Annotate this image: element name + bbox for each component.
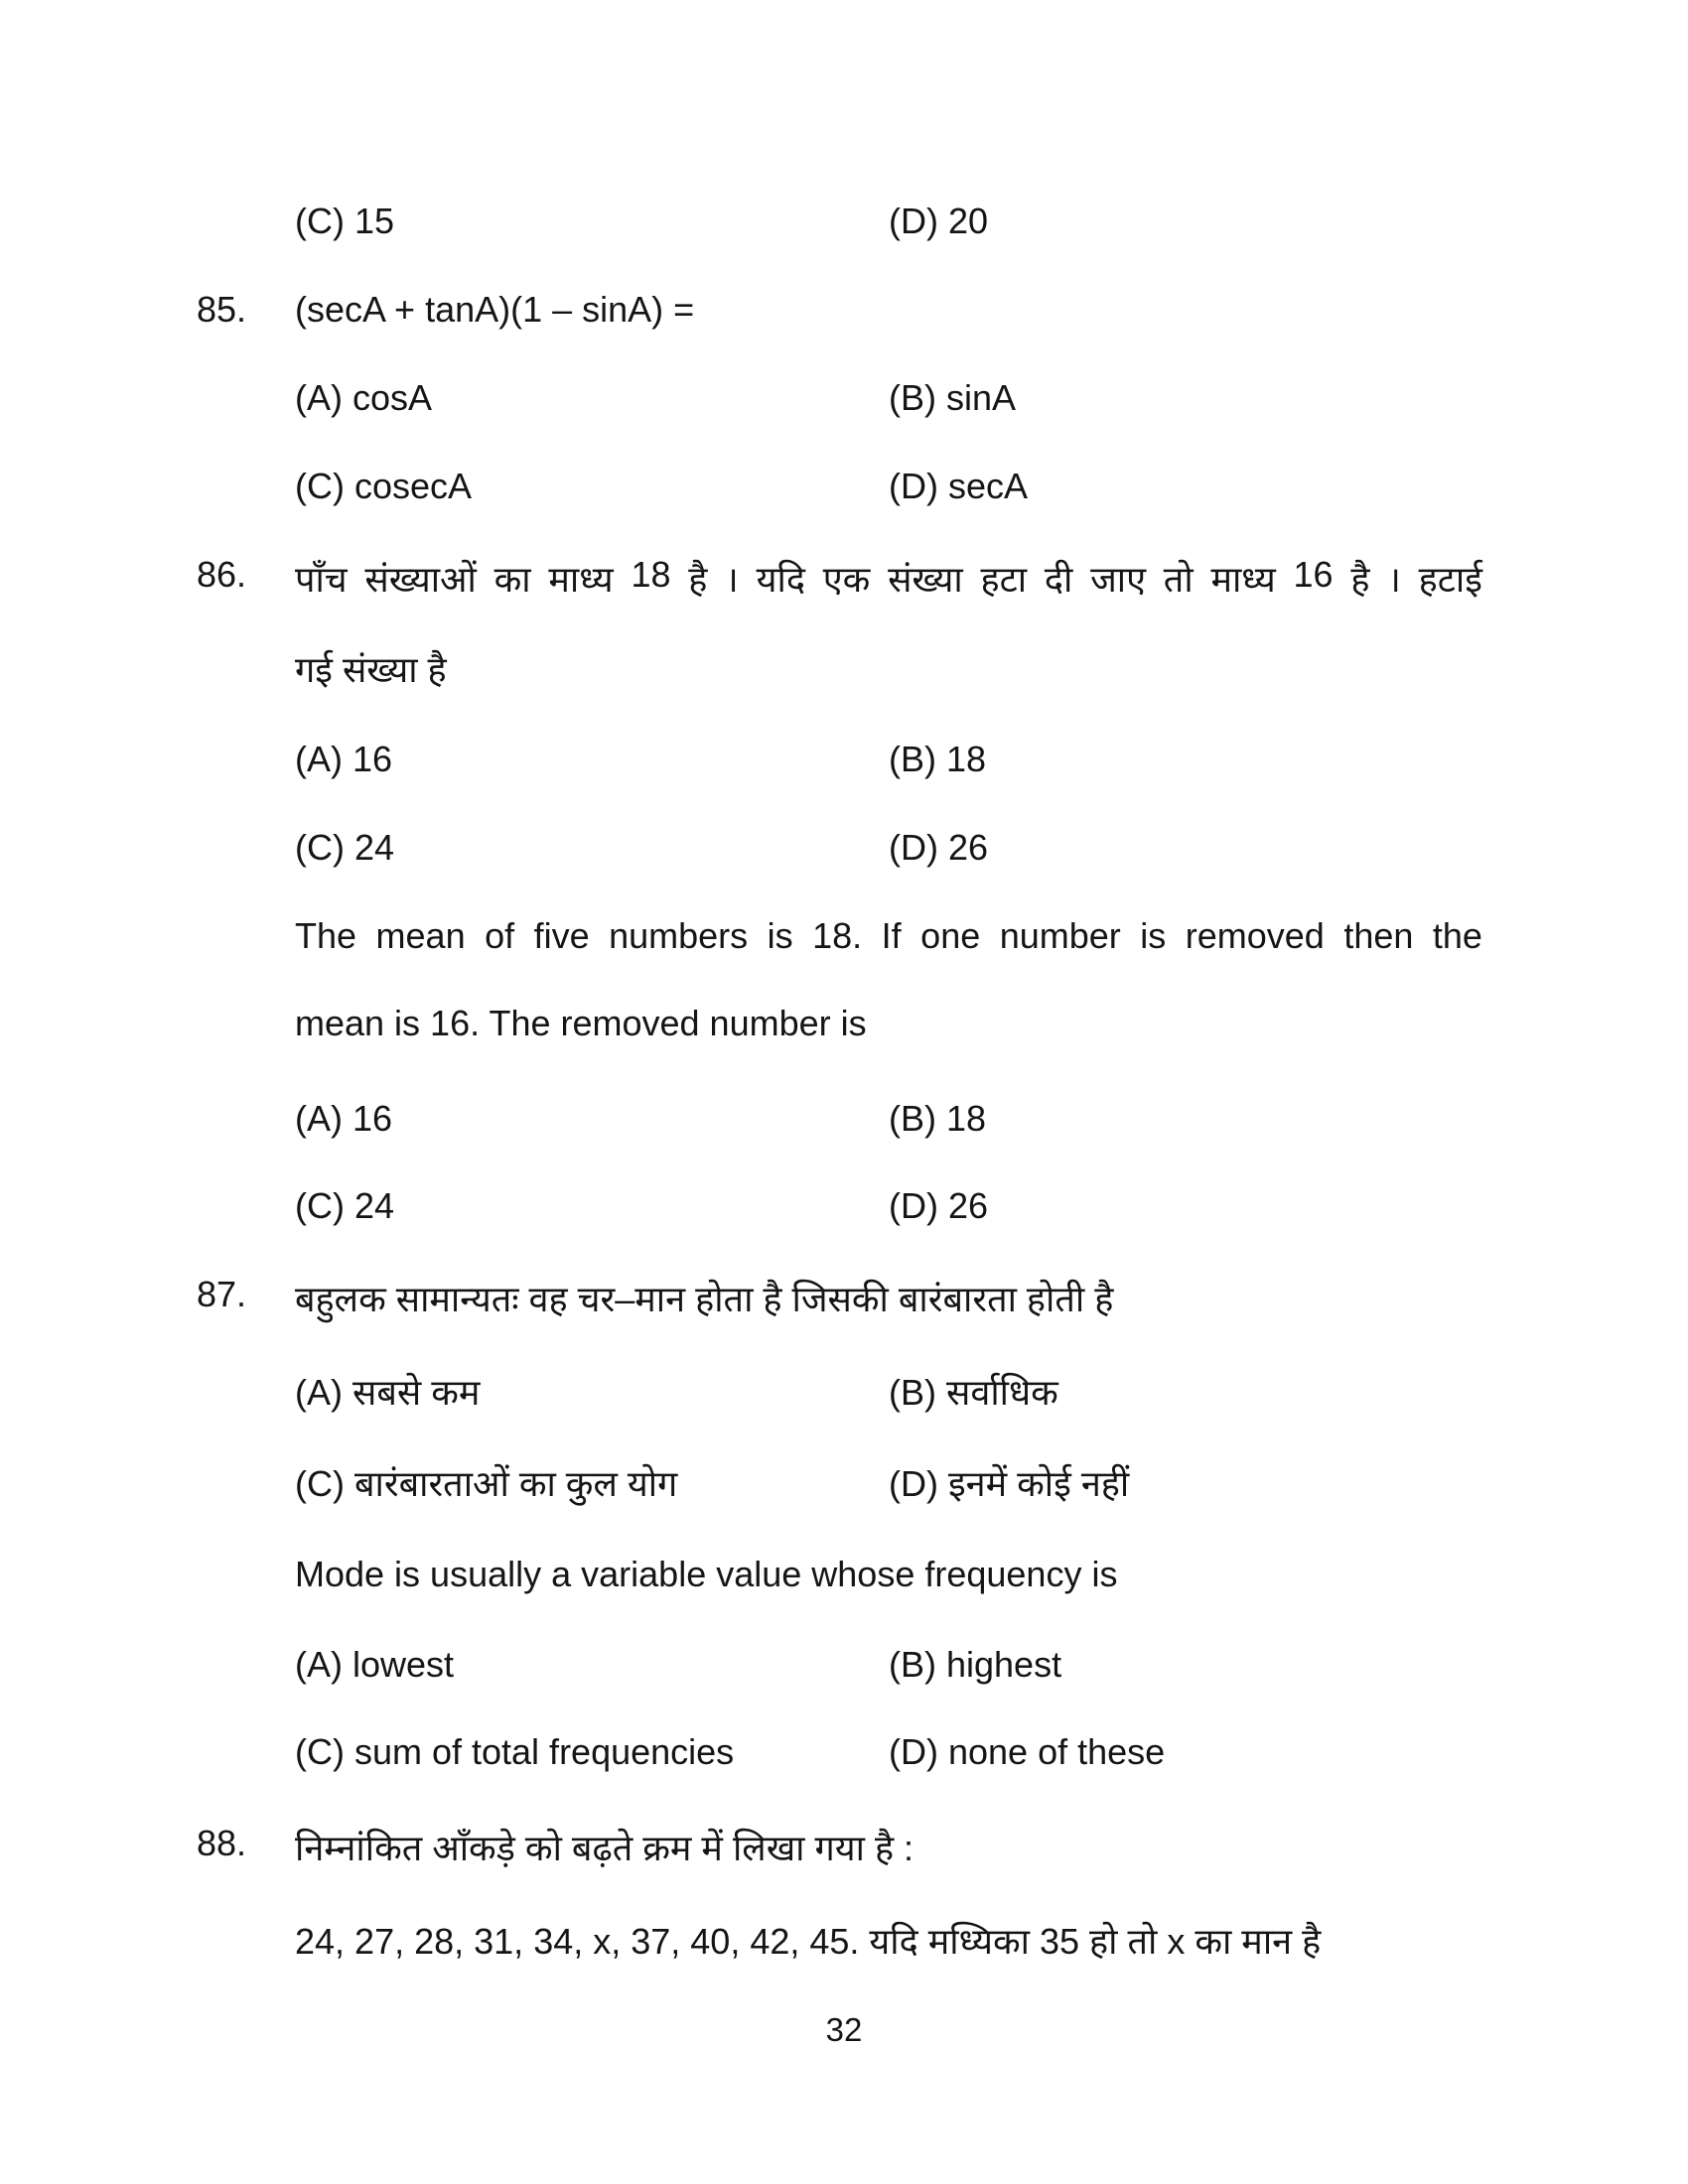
question-87 [0,1274,1688,1329]
question-number: 88. [197,1823,247,1863]
option-d: (D) 26 [889,827,989,868]
question-number: 85. [197,289,247,330]
option-c: (C) 24 [295,827,395,868]
question-88-data-line [0,1916,1688,1972]
option-c: (C) 15 [295,201,395,241]
option-c: (C) बारंबारताओं का कुल योग [295,1463,678,1504]
option-b: (B) 18 [889,739,987,779]
option-a: (A) 16 [295,739,393,779]
options-row [0,377,1688,433]
question-number: 86. [197,554,247,595]
options-row [0,1098,1688,1154]
option-d: (D) 26 [889,1185,989,1226]
options-row [0,1458,1688,1514]
option-d: (D) 20 [889,201,989,241]
option-b: (B) सर्वाधिक [889,1372,1058,1413]
question-87-english [0,1554,1688,1609]
question-86-english-continued [0,1003,1688,1058]
option-c: (C) sum of total frequencies [295,1731,735,1772]
question-text-english: Mode is usually a variable value whose frequency is [295,1554,1118,1594]
question-text-english-line1: The mean of five numbers is 18. If one number is removed then the [295,915,1482,956]
question-text-hindi-line1: पाँच संख्याओं का माध्य 18 है । यदि एक संख्या हटा दी जाए तो माध्य 16 है । हटाई [295,554,1482,600]
option-b: (B) highest [889,1644,1062,1685]
option-c: (C) 24 [295,1185,395,1226]
question-text: (secA + tanA)(1 – sinA) = [295,289,695,330]
option-a: (A) cosA [295,377,433,418]
options-row [0,739,1688,794]
page-number: 32 [825,2011,863,2048]
option-c: (C) cosecA [295,466,473,506]
option-a: (A) 16 [295,1098,393,1139]
question-text-hindi-line1: निम्नांकित आँकड़े को बढ़ते क्रम में लिखा गया है : [295,1828,914,1868]
question-85 [0,289,1688,344]
question-86-continued [0,644,1688,700]
option-d: (D) secA [889,466,1029,506]
question-text-english-line2: mean is 16. The removed number is [295,1003,867,1043]
question-86-english [0,915,1688,971]
question-text-hindi-line2: गई संख्या है [295,649,447,690]
options-row [0,1185,1688,1241]
question-86 [0,554,1688,610]
options-row [0,827,1688,883]
question-text-hindi: बहुलक सामान्यतः वह चर–मान होता है जिसकी बारंबारता होती है [295,1279,1114,1319]
question-data-values: 24, 27, 28, 31, 34, x, 37, 40, 42, 45. यदि मध्यिका 35 हो तो x का मान है [295,1921,1322,1962]
option-b: (B) 18 [889,1098,987,1139]
options-row [0,466,1688,521]
option-d: (D) इनमें कोई नहीं [889,1463,1130,1504]
question-88 [0,1823,1688,1878]
question-number: 87. [197,1274,247,1314]
options-row [0,1644,1688,1700]
options-row [0,1367,1688,1423]
options-row [0,1731,1688,1787]
option-a: (A) सबसे कम [295,1372,481,1413]
option-a: (A) lowest [295,1644,455,1685]
options-row [0,201,1688,256]
option-b: (B) sinA [889,377,1017,418]
option-d: (D) none of these [889,1731,1166,1772]
